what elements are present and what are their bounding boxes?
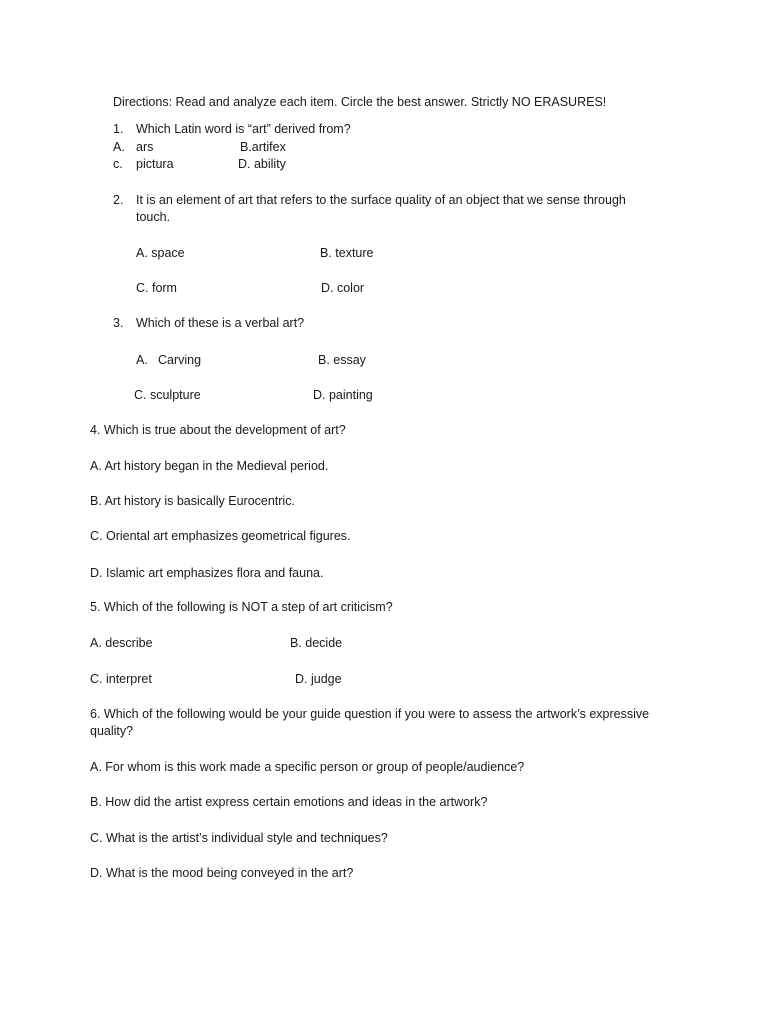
q3-option-b: B. essay [318, 353, 366, 367]
q1-option-b: B.artifex [240, 140, 286, 154]
q2-number: 2. [113, 193, 124, 207]
q4-option-b: B. Art history is basically Eurocentric. [90, 494, 295, 508]
q6-option-b: B. How did the artist express certain emotions and ideas in the artwork? [90, 795, 488, 809]
q1-number: 1. [113, 122, 124, 136]
q2-option-d: D. color [321, 281, 365, 295]
q1-option-d: D. ability [238, 157, 286, 171]
q4-option-d: D. Islamic art emphasizes flora and fauna. [90, 566, 324, 580]
q5-option-d: D. judge [295, 672, 342, 686]
q5-option-b: B. decide [290, 636, 343, 650]
q5-option-a: A. describe [90, 636, 153, 650]
q6-text: 6. Which of the following would be your guide question if you were to assess the artwork’s expressive quality? [90, 707, 650, 738]
directions: Directions: Read and analyze each item. Circle the best answer. Strictly NO ERASURES! [113, 95, 607, 109]
q3-option-c: C. sculpture [134, 388, 201, 402]
q3-option-a-letter: A. [136, 353, 148, 367]
q4-text: 4. Which is true about the development of art? [90, 423, 346, 437]
q1-text: Which Latin word is “art” derived from? [136, 122, 351, 136]
q3-option-a: Carving [158, 353, 202, 367]
q6-option-d: D. What is the mood being conveyed in the art? [90, 866, 354, 880]
q1-option-c-letter: c. [113, 157, 123, 171]
q4-option-a: A. Art history began in the Medieval period. [90, 459, 329, 473]
q1-option-a: ars [136, 140, 154, 154]
q2-option-b: B. texture [320, 246, 374, 260]
q2-option-c: C. form [136, 281, 177, 295]
q1-option-c: pictura [136, 157, 174, 171]
q5-text: 5. Which of the following is NOT a step of art criticism? [90, 600, 393, 614]
q3-text: Which of these is a verbal art? [136, 316, 305, 330]
q2-text: It is an element of art that refers to the surface quality of an object that we sense through touch. [136, 193, 626, 224]
q3-option-d: D. painting [313, 388, 373, 402]
q1-option-a-letter: A. [113, 140, 125, 154]
q2-option-a: A. space [136, 246, 185, 260]
q5-option-c: C. interpret [90, 672, 152, 686]
q6-option-c: C. What is the artist’s individual style and techniques? [90, 831, 388, 845]
q3-number: 3. [113, 316, 124, 330]
q6-option-a: A. For whom is this work made a specific person or group of people/audience? [90, 760, 525, 774]
q4-option-c: C. Oriental art emphasizes geometrical figures. [90, 529, 351, 543]
